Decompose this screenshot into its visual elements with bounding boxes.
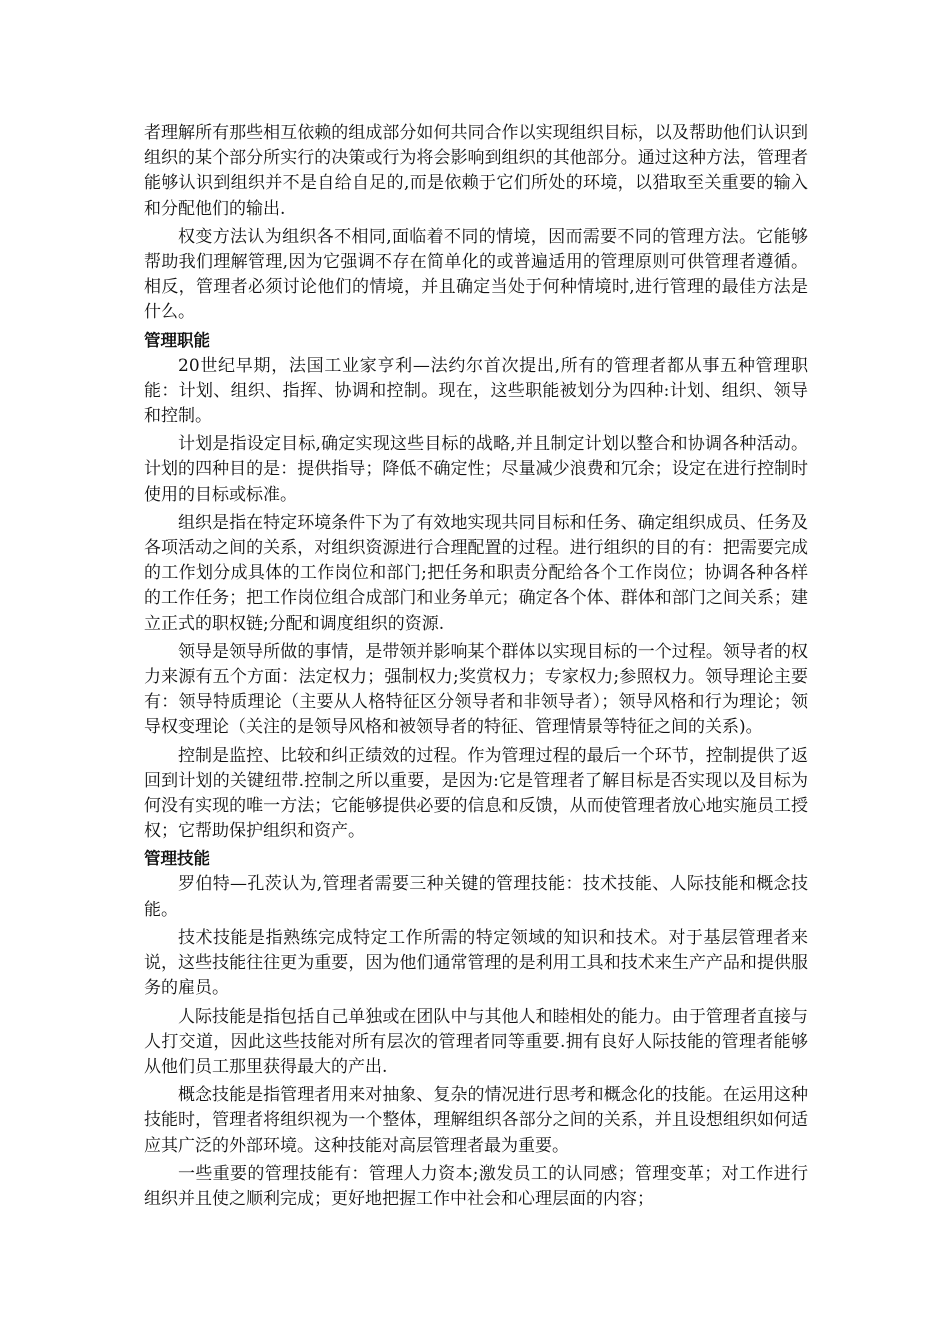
section-heading-management-skills: 管理技能 — [144, 849, 210, 869]
paragraph-controlling: 控制是监控、比较和纠正绩效的过程。作为管理过程的最后一个环节，控制提供了返回到计划的关键纽带.控制之所以重要，是因为:它是管理者了解目标是否实现以及目标为何没有实现的唯一方法；它能够提供必要的信息和反馈，从而使管理者放心地实施员工授权；它帮助保护组织和资产。 — [144, 745, 808, 842]
paragraph-koontz-skills: 罗伯特—孔茨认为,管理者需要三种关键的管理技能：技术技能、人际技能和概念技能。 — [144, 874, 808, 920]
paragraph-organizing: 组织是指在特定环境条件下为了有效地实现共同目标和任务、确定组织成员、任务及各项活动之间的关系，对组织资源进行合理配置的过程。进行组织的目的有：把需要完成的工作划分成具体的工作岗位和部门;把任务和职责分配给各个工作岗位；协调各种各样的工作任务；把工作岗位组合成部门和业务单元；确定各个体、群体和部门之间关系；建立正式的职权链;分配和调度组织的资源. — [144, 512, 808, 634]
paragraph-fayol-functions: 20世纪早期，法国工业家亨利—法约尔首次提出,所有的管理者都从事五种管理职能：计划、组织、指挥、协调和控制。现在，这些职能被划分为四种:计划、组织、领导和控制。 — [144, 355, 808, 427]
paragraph-interpersonal-skills: 人际技能是指包括自己单独或在团队中与其他人和睦相处的能力。由于管理者直接与人打交道，因此这些技能对所有层次的管理者同等重要.拥有良好人际技能的管理者能够从他们员工那里获得最大的产出. — [144, 1006, 808, 1077]
paragraph-systems-approach-continued: 者理解所有那些相互依赖的组成部分如何共同合作以实现组织目标，以及帮助他们认识到组织的某个部分所实行的决策或行为将会影响到组织的其他部分。通过这种方法，管理者能够认识到组织并不是自给自足的,而是依赖于它们所处的环境，以猎取至关重要的输入和分配他们的输出. — [144, 123, 808, 219]
paragraph-planning: 计划是指设定目标,确定实现这些目标的战略,并且制定计划以整合和协调各种活动。计划的四种目的是：提供指导；降低不确定性；尽量减少浪费和冗余；设定在进行控制时使用的目标或标准。 — [144, 434, 808, 505]
document-page — [144, 121, 808, 1215]
section-heading-management-functions: 管理职能 — [144, 330, 210, 350]
paragraph-important-skills: 一些重要的管理技能有：管理人力资本;激发员工的认同感；管理变革；对工作进行组织并且使之顺利完成；更好地把握工作中社会和心理层面的内容； — [144, 1163, 808, 1209]
paragraph-conceptual-skills: 概念技能是指管理者用来对抽象、复杂的情况进行思考和概念化的技能。在运用这种技能时，管理者将组织视为一个整体，理解组织各部分之间的关系，并且设想组织如何适应其广泛的外部环境。这种技能对高层管理者最为重要。 — [144, 1085, 808, 1156]
paragraph-contingency-approach: 权变方法认为组织各不相同,面临着不同的情境，因而需要不同的管理方法。它能够帮助我们理解管理,因为它强调不存在简单化的或普遍适用的管理原则可供管理者遵循。相反，管理者必须讨论他们的情境，并且确定当处于何种情境时,进行管理的最佳方法是什么。 — [144, 226, 808, 323]
paragraph-technical-skills: 技术技能是指熟练完成特定工作所需的特定领域的知识和技术。对于基层管理者来说，这些技能往往更为重要，因为他们通常管理的是利用工具和技术来生产产品和提供服务的雇员。 — [144, 927, 808, 999]
paragraph-leading: 领导是领导所做的事情，是带领并影响某个群体以实现目标的一个过程。领导者的权力来源有五个方面：法定权力；强制权力;奖赏权力；专家权力;参照权力。领导理论主要有：领导特质理论（主要从人格特征区分领导者和非领导者）；领导风格和行为理论；领导权变理论（关注的是领导风格和被领导者的特征、管理情景等特征之间的关系)。 — [144, 641, 808, 738]
